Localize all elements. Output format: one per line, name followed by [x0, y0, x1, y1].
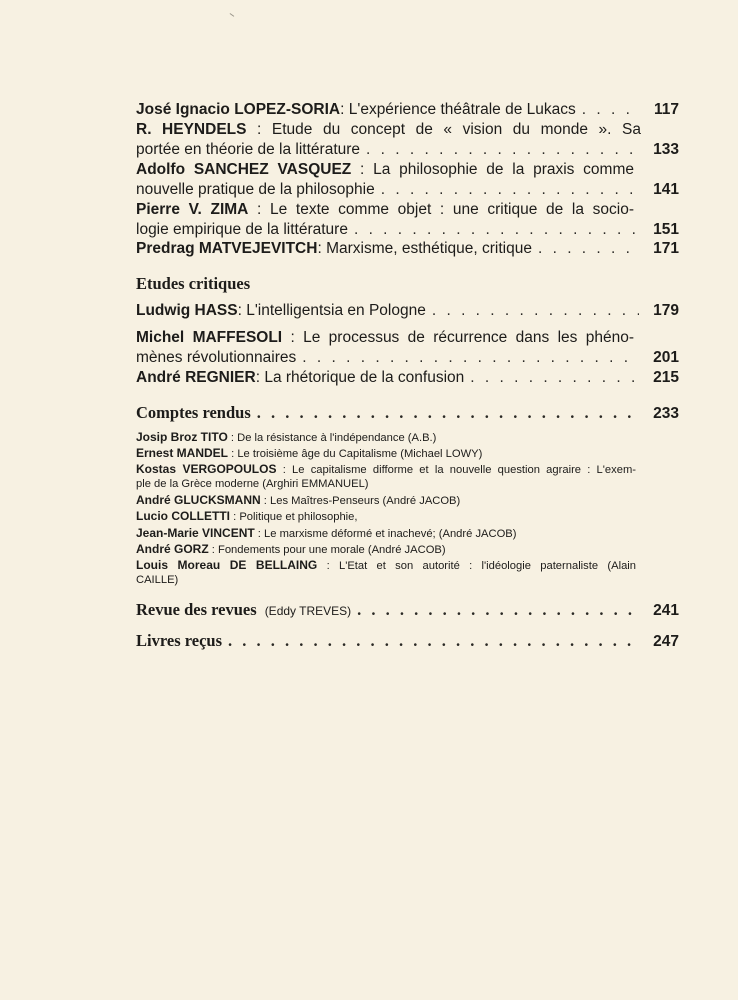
- review-author: Lucio COLLETTI: [136, 509, 230, 523]
- section-title: Livres reçus: [136, 631, 223, 650]
- review-author: Louis Moreau DE BELLAING: [136, 558, 318, 572]
- review-author: Jean-Marie VINCENT: [136, 526, 255, 540]
- toc-entry: [136, 239, 679, 259]
- section-title: Revue des revues: [136, 600, 257, 619]
- review-title-continued: CAILLE): [136, 574, 179, 586]
- leader-dots: [357, 600, 639, 620]
- entry-title: : La philosophie de la praxis comme: [351, 161, 634, 178]
- review-item: [136, 430, 636, 445]
- leader-dots: [432, 301, 639, 321]
- section-heading-comptes: [136, 403, 679, 424]
- entry-page-number: 117: [653, 101, 679, 118]
- section-note: (Eddy TREVES): [264, 604, 352, 618]
- review-title: : Le troisième âge du Capitalisme (Michael LOWY): [228, 448, 483, 460]
- entry-page-number: 133: [653, 141, 679, 158]
- section-title: Comptes rendus: [136, 403, 251, 422]
- entry-author: Michel MAFFESOLI: [136, 329, 283, 346]
- entry-title: : Etude du concept de « vision du monde ». Sa: [246, 121, 641, 138]
- section-page-number: 247: [653, 633, 679, 650]
- entry-author: Adolfo SANCHEZ VASQUEZ: [136, 161, 352, 178]
- review-author: André GLUCKSMANN: [136, 493, 261, 507]
- toc-entry: [136, 368, 679, 388]
- leader-dots: [354, 220, 639, 240]
- entry-title: : L'expérience théâtrale de Lukacs: [340, 101, 576, 118]
- entry-author: José Ignacio LOPEZ-SORIA: [136, 101, 341, 118]
- leader-dots: [302, 348, 639, 368]
- leader-dots: [582, 100, 639, 120]
- review-title: : Le marxisme déformé et inachevé; (André JACOB): [254, 528, 517, 540]
- printer-mark: [227, 13, 235, 21]
- leader-dots: [470, 368, 639, 388]
- entry-page-number: 141: [653, 181, 679, 198]
- section-page-number: 233: [653, 405, 679, 422]
- entry-page-number: 171: [653, 240, 679, 257]
- section-page-number: 241: [653, 602, 679, 619]
- review-item: [136, 493, 636, 508]
- entry-page-number: 151: [653, 221, 679, 238]
- review-title-continued: ple de la Grèce moderne (Arghiri EMMANUEL): [136, 478, 369, 490]
- entry-author: R. HEYNDELS: [136, 121, 247, 138]
- section-title: Etudes critiques: [136, 274, 251, 293]
- toc-entry: [136, 120, 679, 160]
- entry-author: Predrag MATVEJEVITCH: [136, 240, 318, 257]
- leader-dots: [257, 403, 639, 423]
- review-title: : L'Etat et son autorité : l'idéologie paternaliste (Alain: [317, 560, 636, 572]
- review-author: Ernest MANDEL: [136, 446, 229, 460]
- review-item: [136, 462, 636, 491]
- entry-title: : Le processus de récurrence dans les phéno-: [282, 329, 634, 346]
- leader-dots: [366, 140, 639, 160]
- entry-title: : La rhétorique de la confusion: [255, 369, 465, 386]
- section-heading-livres: [136, 631, 679, 652]
- entry-author: Pierre V. ZIMA: [136, 201, 249, 218]
- leader-dots: [538, 239, 639, 259]
- leader-dots: [228, 631, 639, 651]
- toc-entry: [136, 328, 679, 368]
- entry-page-number: 179: [653, 302, 679, 319]
- entry-author: Ludwig HASS: [136, 302, 238, 319]
- review-title: : Fondements pour une morale (André JACOB): [208, 544, 446, 556]
- review-author: Josip Broz TITO: [136, 430, 228, 444]
- review-item: [136, 558, 636, 587]
- entry-page-number: 201: [653, 349, 679, 366]
- review-title: : Le capitalisme difforme et la nouvelle question agraire : L'exem-: [276, 464, 636, 476]
- entry-page-number: 215: [653, 369, 679, 386]
- review-title: : Les Maîtres-Penseurs (André JACOB): [260, 495, 461, 507]
- review-title: : De la résistance à l'indépendance (A.B.): [227, 432, 437, 444]
- entry-title: : Marxisme, esthétique, critique: [317, 240, 532, 257]
- toc-entry: [136, 301, 679, 321]
- section-heading-etudes: [136, 274, 679, 294]
- review-item: [136, 526, 636, 541]
- entry-title: : Le texte comme objet : une critique de la socio-: [248, 201, 634, 218]
- toc-entry: [136, 160, 679, 200]
- section-heading-revue: [136, 600, 679, 621]
- review-title: : Politique et philosophie,: [230, 511, 358, 523]
- entry-title-continued: logie empirique de la littérature: [136, 221, 348, 238]
- toc-entry: [136, 200, 679, 240]
- entry-title-continued: portée en théorie de la littérature: [136, 141, 361, 158]
- review-item: [136, 542, 636, 557]
- review-item: [136, 509, 636, 524]
- entry-title-continued: mènes révolutionnaires: [136, 349, 297, 366]
- review-item: [136, 446, 636, 461]
- entry-title-continued: nouvelle pratique de la philosophie: [136, 181, 375, 198]
- entry-title: : L'intelligentsia en Pologne: [237, 302, 426, 319]
- entry-author: André REGNIER: [136, 369, 256, 386]
- leader-dots: [381, 180, 639, 200]
- review-author: Kostas VERGOPOULOS: [136, 462, 277, 476]
- toc-entry: [136, 100, 679, 120]
- review-author: André GORZ: [136, 542, 209, 556]
